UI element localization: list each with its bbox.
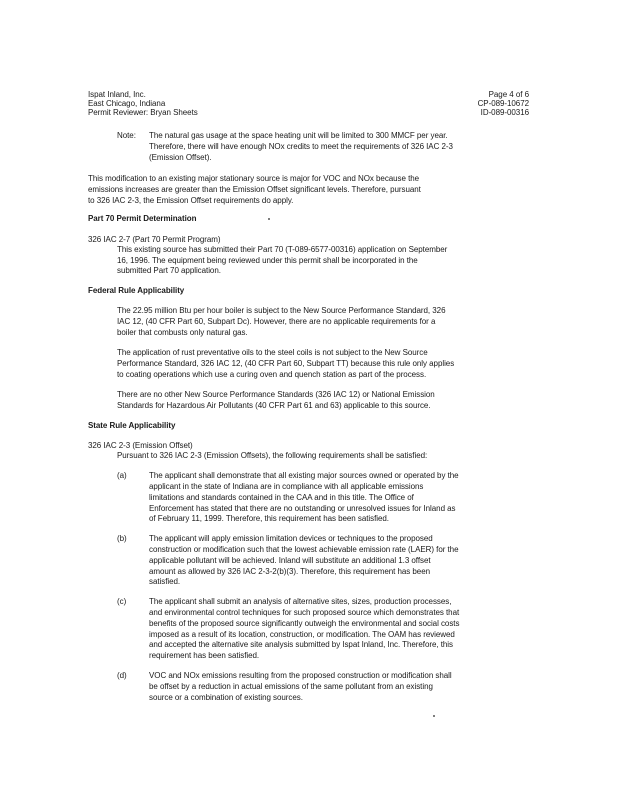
part70-line: This existing source has submitted their Part 70 (T-089-6577-00316) application on September [117, 245, 448, 254]
part70-rule: 326 IAC 2-7 (Part 70 Permit Program) [88, 235, 221, 244]
note-label: Note: [117, 131, 136, 140]
item-c-line: requirement has been satisfied. [149, 651, 260, 660]
item-b-line: satisfied. [149, 577, 181, 586]
item-c-line: imposed as a result of its location, construction, or modification. The OAM has reviewed [149, 630, 455, 639]
part70-line: submitted Part 70 application. [117, 266, 221, 275]
item-c-line: and environmental control techniques for such proposed source which demonstrates that [149, 608, 460, 617]
intro-line: to 326 IAC 2-3, the Emission Offset requirements do apply. [88, 196, 294, 205]
federal-p3-line: Standards for Hazardous Air Pollutants (40 CFR Part 61 and 63) applicable to this source. [117, 401, 431, 410]
state-pursuant: Pursuant to 326 IAC 2-3 (Emission Offsets), the following requirements shall be satisfied: [117, 451, 428, 460]
federal-p3-line: There are no other New Source Performance Standards (326 IAC 12) or National Emission [117, 390, 435, 399]
state-heading: State Rule Applicability [88, 421, 176, 430]
item-a-line: Enforcement has stated that there are no outstanding or unresolved issues for Inland as [149, 504, 456, 513]
header-cp-number: CP-089-10672 [477, 99, 529, 108]
item-a-line: The applicant shall demonstrate that all existing major sources owned or operated by the [149, 471, 459, 480]
item-c-line: benefits of the proposed source significantly outweigh the environmental and social costs [149, 619, 460, 628]
item-a-line: applicant in the state of Indiana are in compliance with all applicable emissions [149, 482, 424, 491]
item-b-line: amount as allowed by 326 IAC 2-3-2(b)(3). Therefore, this requirement has been [149, 567, 430, 576]
header-id-number: ID-089-00316 [480, 108, 529, 117]
header-page-number: Page 4 of 6 [488, 90, 529, 99]
scan-speck [433, 715, 435, 717]
note-line: Therefore, there will have enough NOx credits to meet the requirements of 326 IAC 2-3 [149, 142, 453, 151]
intro-line: This modification to an existing major stationary source is major for VOC and NOx because the [88, 174, 420, 183]
part70-line: 16, 1996. The equipment being reviewed under this permit shall be incorporated in the [117, 256, 418, 265]
item-d-label: (d) [117, 671, 127, 680]
item-a-label: (a) [117, 471, 127, 480]
note-line: The natural gas usage at the space heating unit will be limited to 300 MMCF per year. [149, 131, 448, 140]
state-rule: 326 IAC 2-3 (Emission Offset) [88, 441, 193, 450]
header-location: East Chicago, Indiana [88, 99, 166, 108]
intro-line: emissions increases are greater than the Emission Offset significant levels. Therefore, pursuant [88, 185, 421, 194]
item-b-label: (b) [117, 534, 127, 543]
federal-p1-line: IAC 12, (40 CFR Part 60, Subpart Dc). However, there are no applicable requirements for a [117, 317, 436, 326]
item-a-line: limitations and standards contained in the CAA and in this title. The Office of [149, 493, 414, 502]
note-line: (Emission Offset). [149, 153, 212, 162]
federal-p2-line: The application of rust preventative oils to the steel coils is not subject to the New Source [117, 348, 428, 357]
item-d-line: source or a combination of existing sources. [149, 693, 303, 702]
item-a-line: of February 11, 1999. Therefore, this requirement has been satisfied. [149, 514, 389, 523]
item-d-line: VOC and NOx emissions resulting from the proposed construction or modification shall [149, 671, 452, 680]
scan-speck [268, 218, 270, 220]
header-reviewer: Permit Reviewer: Bryan Sheets [88, 108, 198, 117]
item-c-line: and accepted the alternative site analysis submitted by Ispat Inland, Inc. Therefore, this [149, 640, 453, 649]
item-b-line: applicable pollutant will be achieved. Inland will substitute an additional 1.3 offset [149, 556, 431, 565]
federal-p1-line: The 22.95 million Btu per hour boiler is subject to the New Source Performance Standard, 326 [117, 306, 446, 315]
federal-heading: Federal Rule Applicability [88, 286, 185, 295]
item-c-line: The applicant shall submit an analysis of alternative sites, sizes, production processes, [149, 597, 452, 606]
federal-p2-line: Performance Standard, 326 IAC 12, (40 CFR Part 60, Subpart TT) because this rule only applies [117, 359, 455, 368]
header-company: Ispat Inland, Inc. [88, 90, 146, 99]
federal-p2-line: to coating operations which use a curing oven and quench station as part of the process. [117, 370, 427, 379]
item-c-label: (c) [117, 597, 127, 606]
part70-heading: Part 70 Permit Determination [88, 214, 197, 223]
federal-p1-line: boiler that combusts only natural gas. [117, 328, 248, 337]
item-b-line: The applicant will apply emission limitation devices or techniques to the proposed [149, 534, 433, 543]
item-b-line: construction or modification such that the lowest achievable emission rate (LAER) for the [149, 545, 459, 554]
item-d-line: be offset by a reduction in actual emissions of the same pollutant from an existing [149, 682, 433, 691]
